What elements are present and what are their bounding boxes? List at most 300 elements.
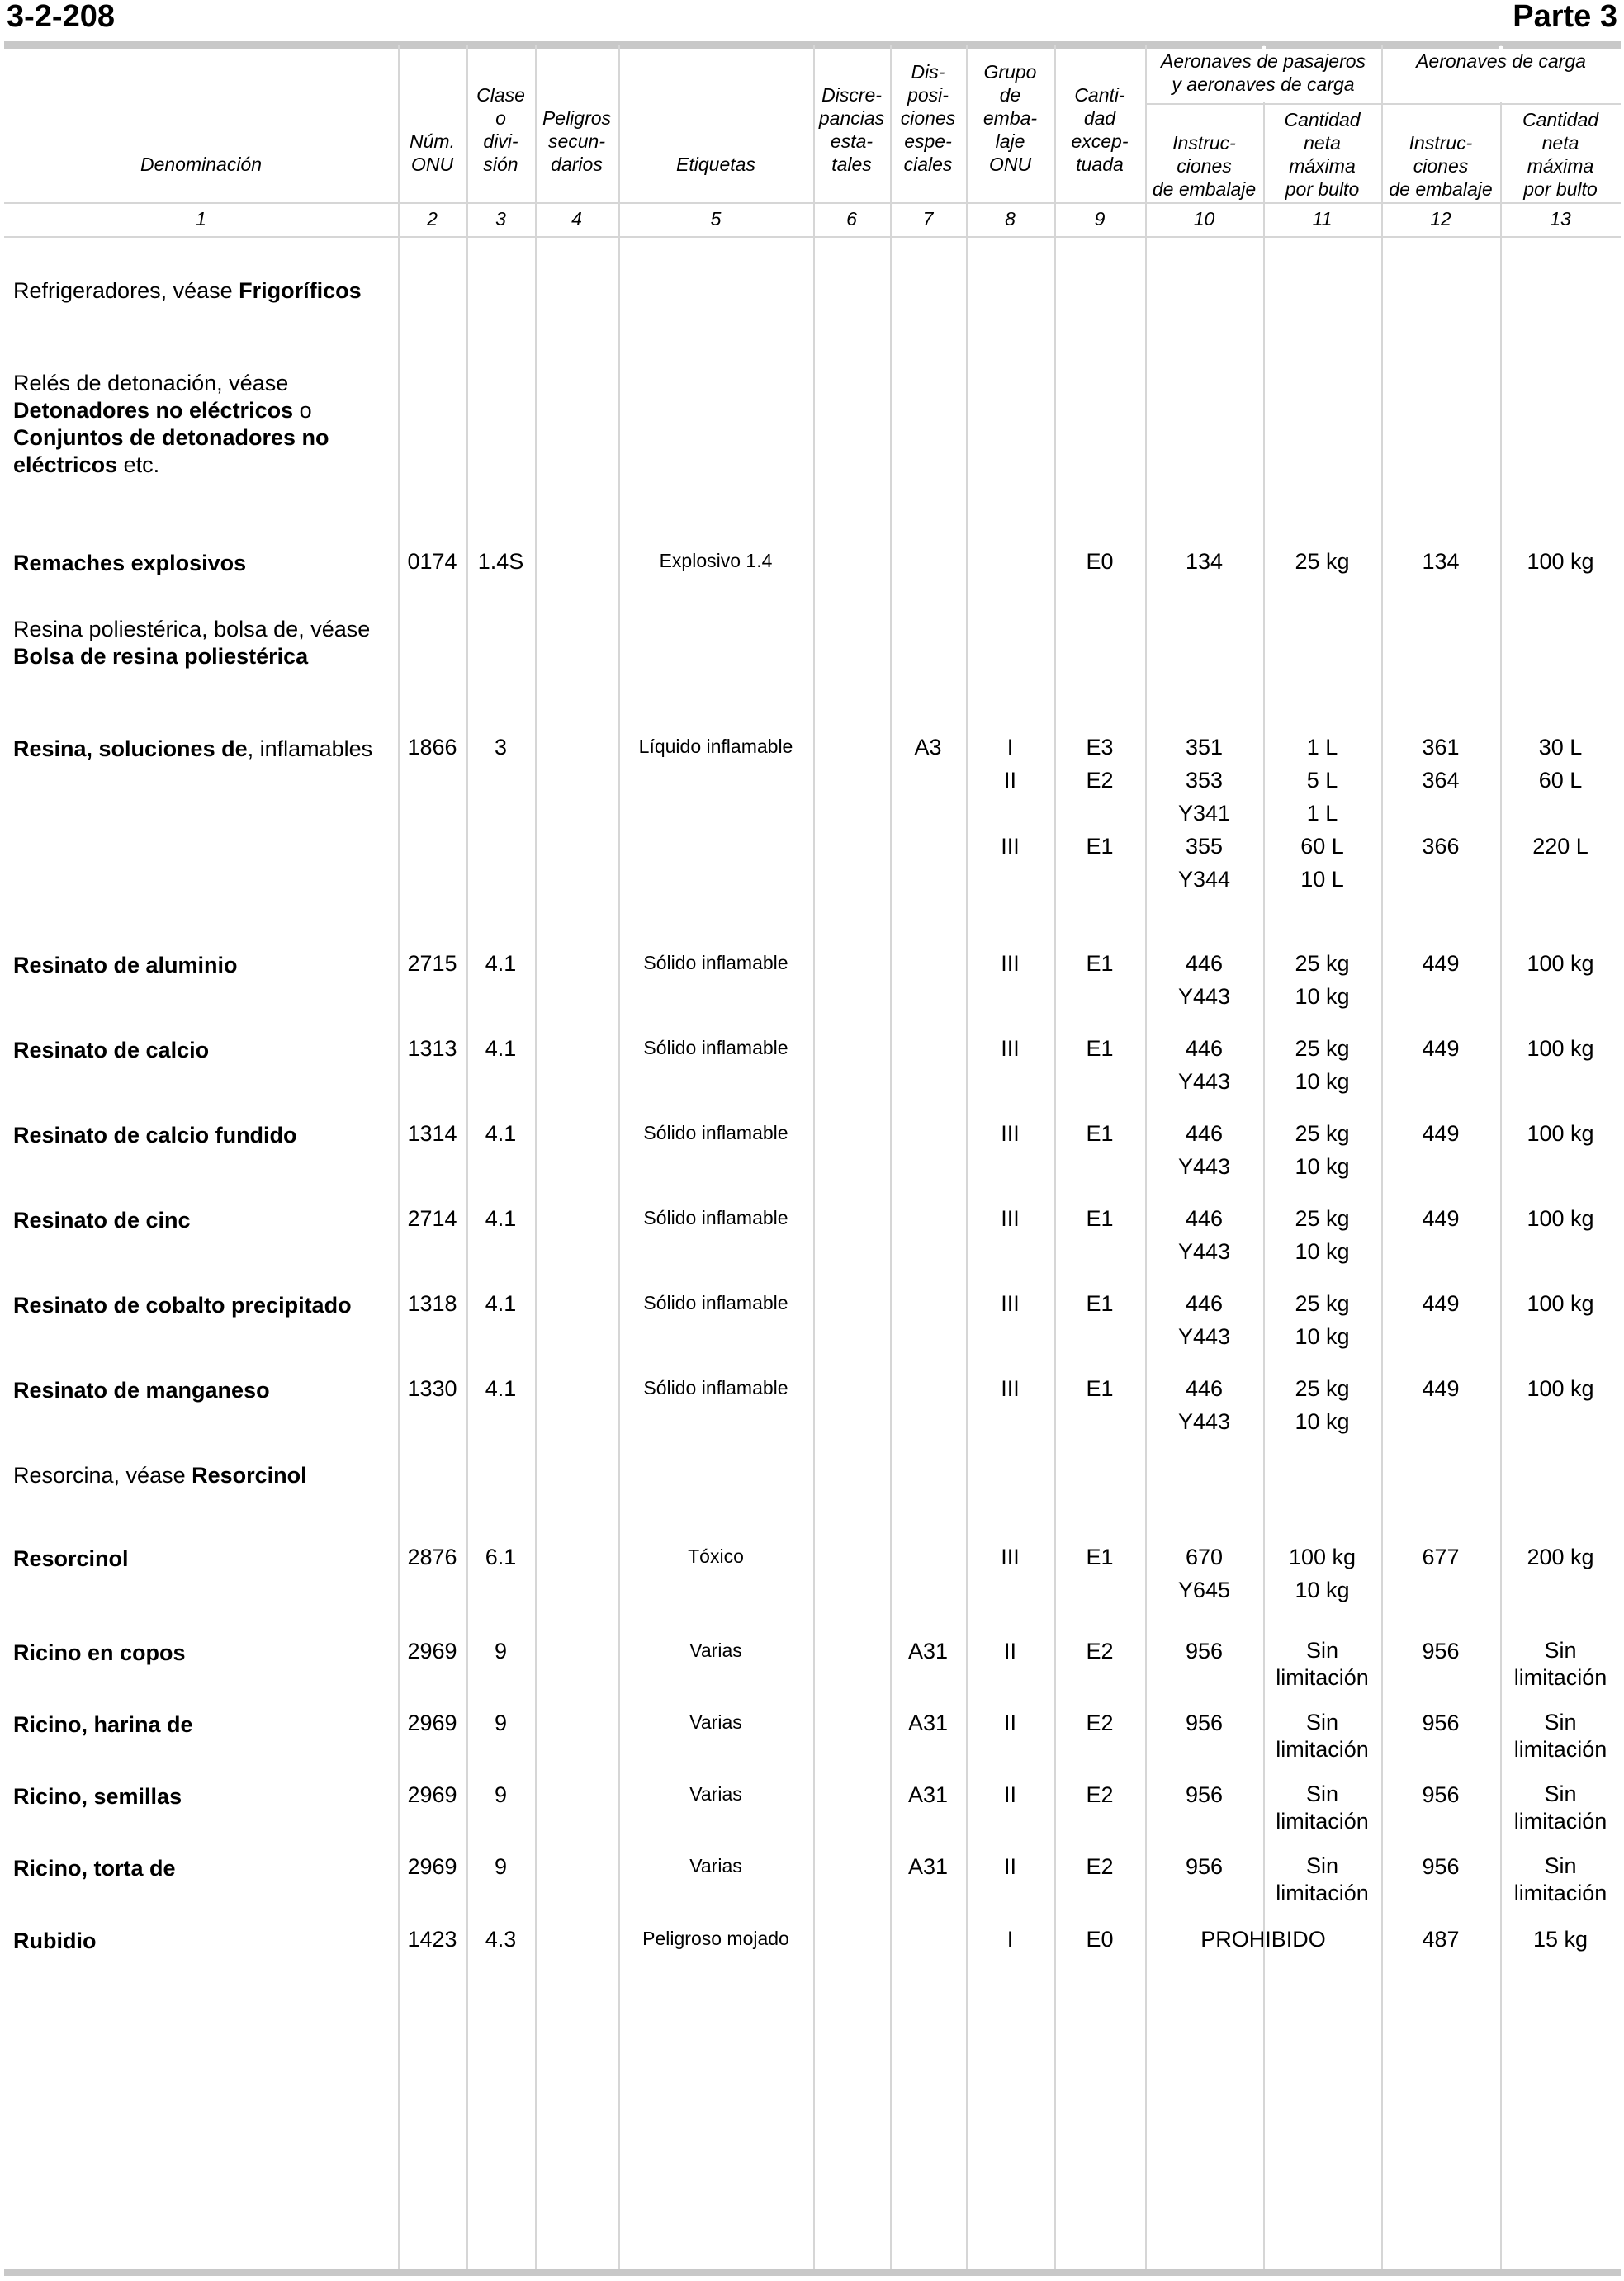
excepted-quantity-value: E1 (1086, 1121, 1114, 1146)
header-cantidad-neta-carga-line: por bulto (1523, 178, 1598, 200)
label-text: Sólido inflamable (643, 1122, 788, 1143)
pax-max-quantity (1263, 1850, 1381, 1907)
header-peligros-line: darios (551, 154, 603, 175)
entry-name-bold: Bolsa de resina poliestérica (13, 644, 309, 669)
header-cantidad-exceptuada (1054, 83, 1145, 176)
pax-packing-instruction-value: Y443 (1177, 1409, 1231, 1434)
header-instrucciones-pasajeros (1145, 131, 1263, 201)
label-text: Líquido inflamable (638, 736, 793, 757)
label-text: Varias (689, 1640, 742, 1661)
header-etiquetas: Etiquetas (676, 154, 755, 175)
pax-max-quantity-value: 10 kg (1295, 1578, 1350, 1602)
column-number: 10 (1193, 208, 1215, 230)
class-division: 4.3 (485, 1927, 517, 1952)
un-number: 2969 (407, 1854, 457, 1879)
excepted-quantity-value: E0 (1086, 549, 1114, 574)
pax-packing-instruction-value: Y645 (1177, 1578, 1231, 1602)
excepted-quantity-value: E1 (1086, 834, 1114, 859)
header-cantidad-neta-carga-line: máxima (1527, 155, 1594, 177)
entry-name (13, 1122, 389, 1149)
header-instrucciones-pasajeros-line: Instruc- (1172, 132, 1236, 154)
pax-max-quantity-value: 25 kg (1295, 1036, 1350, 1061)
excepted-quantity-value: E1 (1086, 1206, 1114, 1231)
header-instrucciones-carga-line: Instruc- (1409, 132, 1473, 154)
excepted-quantity (1054, 1850, 1145, 1883)
entry-name-bold: Resorcinol (13, 1546, 129, 1571)
cargo-max-quantity (1500, 1032, 1621, 1065)
pax-packing-instruction-value: Y443 (1177, 1069, 1231, 1094)
header-cantidad-neta-carga (1500, 108, 1621, 201)
header-grupo-line: de (999, 84, 1021, 106)
pax-packing-instruction-value: Y443 (1177, 1154, 1231, 1179)
special-provision: A31 (907, 1854, 949, 1879)
pax-max-quantity (1263, 1117, 1381, 1183)
cargo-max-quantity (1500, 545, 1621, 578)
header-clase-line: Clase (476, 84, 525, 106)
cargo-packing-instruction-value: 449 (1422, 1376, 1460, 1401)
packing-group (966, 1032, 1054, 1065)
entry-name (13, 1711, 389, 1739)
class-division: 4.1 (485, 1206, 517, 1231)
cargo-packing-instruction-value: 956 (1422, 1854, 1460, 1879)
column-number: 8 (1005, 208, 1016, 230)
header-grupo-line: Grupo (983, 61, 1037, 83)
entry-name (13, 1783, 389, 1810)
column-number: 12 (1430, 208, 1451, 230)
pax-packing-instruction (1145, 1287, 1263, 1353)
excepted-quantity (1054, 1032, 1145, 1065)
cargo-max-quantity (1500, 1923, 1621, 1956)
header-cantidad-exceptuada-line: excep- (1071, 130, 1129, 152)
class-division: 4.1 (485, 1376, 517, 1401)
entry-name-text: Relés de detonación, véase (13, 371, 289, 395)
column-number: 5 (710, 208, 722, 230)
entry-name-bold: eléctricos (13, 452, 118, 477)
pax-max-quantity-value: 60 L (1300, 834, 1344, 859)
header-disposiciones-line: ciales (903, 154, 953, 175)
special-provision: A3 (914, 735, 942, 760)
pax-max-quantity (1263, 1540, 1381, 1607)
header-peligros-line: secun- (547, 130, 606, 152)
cargo-packing-instruction-value: 956 (1422, 1639, 1460, 1663)
cargo-packing-instruction (1381, 1635, 1500, 1668)
pax-packing-instruction-value: 353 (1185, 768, 1224, 793)
pax-packing-instruction-value: 134 (1185, 549, 1224, 574)
cargo-packing-instruction (1381, 1287, 1500, 1320)
excepted-quantity-value: E1 (1086, 1291, 1114, 1316)
header-clase-line: sión (483, 154, 518, 175)
header-divider (4, 202, 1621, 204)
cargo-packing-instruction (1381, 545, 1500, 578)
pax-packing-instruction-value: 446 (1185, 1036, 1224, 1061)
cargo-max-quantity-value: 100 kg (1527, 549, 1594, 574)
cargo-max-quantity (1500, 1635, 1621, 1692)
label-text: Sólido inflamable (643, 1037, 788, 1058)
column-number: 13 (1550, 208, 1571, 230)
excepted-quantity-value: E1 (1086, 1545, 1114, 1569)
entry-name-bold: Resinato de calcio fundido (13, 1123, 297, 1148)
header-cantidad-neta-pasajeros-line: Cantidad (1284, 109, 1361, 130)
header-disposiciones-line: posi- (907, 84, 949, 106)
cargo-max-quantity-value (1500, 797, 1621, 830)
header-discrepancias-line: tales (831, 154, 872, 175)
cargo-max-quantity-value: 200 kg (1527, 1545, 1594, 1569)
entry-name-text: Refrigeradores, véase (13, 278, 239, 303)
packing-group-value: I (1006, 1927, 1014, 1952)
excepted-quantity (1054, 1778, 1145, 1811)
packing-group-value: II (1003, 1782, 1016, 1807)
entry-name (13, 616, 389, 670)
cargo-packing-instruction (1381, 1778, 1500, 1811)
packing-group (966, 1778, 1054, 1811)
packing-group (966, 947, 1054, 980)
special-provision: A31 (907, 1782, 949, 1807)
header-disposiciones (890, 60, 966, 176)
pax-packing-instruction-value: 446 (1185, 951, 1224, 976)
packing-group-value: II (1003, 1854, 1016, 1879)
entry-name (13, 550, 389, 577)
pax-packing-instruction (1145, 731, 1263, 896)
pax-max-quantity (1263, 1287, 1381, 1353)
header-cantidad-neta-carga-line: Cantidad (1522, 109, 1599, 130)
header-disposiciones-line: Dis- (911, 61, 945, 83)
entry-name-bold: Resina, soluciones de (13, 736, 248, 761)
label-text: Varias (689, 1855, 742, 1876)
header-cantidad-neta-pasajeros (1263, 108, 1381, 201)
packing-group-value: III (1001, 1036, 1020, 1061)
un-number: 2969 (407, 1639, 457, 1663)
entry-name (13, 1928, 389, 1955)
excepted-quantity-value: E2 (1086, 1639, 1114, 1663)
un-number: 2714 (407, 1206, 457, 1231)
un-number: 1313 (407, 1036, 457, 1061)
header-cantidad-exceptuada-line: Canti- (1074, 84, 1125, 106)
un-number: 2969 (407, 1782, 457, 1807)
header-peligros (535, 106, 618, 176)
pax-packing-instruction-value: 351 (1185, 735, 1224, 760)
excepted-quantity-value: E1 (1086, 951, 1114, 976)
packing-group-value: III (1001, 1376, 1020, 1401)
label-text: Sólido inflamable (643, 1292, 788, 1313)
cargo-packing-instruction-value: 366 (1422, 834, 1460, 859)
packing-group (966, 1117, 1054, 1150)
pax-max-quantity-value: Sin limitación (1276, 1853, 1369, 1905)
excepted-quantity (1054, 1287, 1145, 1320)
label-text: Sólido inflamable (643, 952, 788, 973)
cargo-max-quantity (1500, 1117, 1621, 1150)
cargo-max-quantity-value: 220 L (1532, 834, 1588, 859)
header-cantidad-exceptuada-line: dad (1083, 107, 1116, 129)
packing-group (966, 1372, 1054, 1405)
entry-name-bold: Resorcinol (192, 1463, 307, 1488)
column-number: 2 (427, 208, 438, 230)
cargo-packing-instruction-value: 956 (1422, 1782, 1460, 1807)
excepted-quantity (1054, 1540, 1145, 1574)
header-instrucciones-carga-line: ciones (1413, 155, 1469, 177)
label-text: Explosivo 1.4 (659, 550, 773, 571)
header-num-onu-line: ONU (410, 154, 454, 175)
un-number: 1423 (407, 1927, 457, 1952)
class-division: 9 (494, 1854, 508, 1879)
cargo-max-quantity-value: 100 kg (1527, 1036, 1594, 1061)
pax-max-quantity-value: Sin limitación (1276, 1638, 1369, 1690)
header-num-onu (398, 130, 466, 176)
excepted-quantity-value: E1 (1086, 1036, 1114, 1061)
cargo-packing-instruction-value: 449 (1422, 951, 1460, 976)
class-division: 9 (494, 1711, 508, 1735)
pax-packing-instruction-value: Y443 (1177, 1239, 1231, 1264)
cargo-packing-instruction (1381, 1202, 1500, 1235)
un-number: 0174 (407, 549, 457, 574)
header-pasajeros-group (1145, 50, 1381, 96)
cargo-max-quantity (1500, 1540, 1621, 1574)
header-discrepancias (813, 83, 890, 176)
header-cantidad-exceptuada-line: tuada (1076, 154, 1124, 175)
cargo-packing-instruction (1381, 731, 1500, 896)
pax-max-quantity (1263, 1202, 1381, 1268)
pax-max-quantity-value: 5 L (1306, 768, 1338, 793)
packing-group (966, 1635, 1054, 1668)
label-text: Sólido inflamable (643, 1207, 788, 1228)
entry-name (13, 370, 389, 479)
cargo-max-quantity (1500, 1202, 1621, 1235)
pax-max-quantity-value: 25 kg (1295, 1376, 1350, 1401)
header-pasajeros-line: Aeronaves de pasajeros (1160, 50, 1366, 72)
cargo-max-quantity-value: Sin limitación (1513, 1853, 1607, 1905)
cargo-packing-instruction-value: 487 (1422, 1927, 1460, 1952)
prohibited-text: PROHIBIDO (1200, 1927, 1326, 1952)
pax-max-quantity-value: 10 L (1300, 867, 1344, 892)
entry-name-bold: Resinato de manganeso (13, 1378, 270, 1403)
pax-max-quantity-value: 10 kg (1295, 984, 1350, 1009)
header-cantidad-neta-carga-line: neta (1541, 132, 1579, 154)
cargo-max-quantity (1500, 1287, 1621, 1320)
excepted-quantity-value: E0 (1086, 1927, 1114, 1952)
cargo-max-quantity-value: Sin limitación (1513, 1638, 1607, 1690)
header-cantidad-neta-pasajeros-line: por bulto (1285, 178, 1360, 200)
entry-name-text: Resina poliestérica, bolsa de, véase (13, 617, 371, 641)
entry-name (13, 1037, 389, 1064)
pax-max-quantity-value: 10 kg (1295, 1154, 1350, 1179)
pax-max-quantity (1263, 731, 1381, 896)
pax-packing-instruction (1145, 1706, 1263, 1739)
pax-max-quantity (1263, 1372, 1381, 1438)
entry-name-bold: Rubidio (13, 1928, 97, 1953)
cargo-packing-instruction (1381, 1850, 1500, 1883)
cargo-max-quantity (1500, 947, 1621, 980)
column-divider (813, 45, 815, 2269)
part-label: Parte 3 (1513, 0, 1617, 34)
entry-name-bold: Resinato de cinc (13, 1208, 191, 1233)
header-grupo-line: laje (995, 130, 1025, 152)
class-division: 6.1 (485, 1545, 517, 1569)
packing-group (966, 1202, 1054, 1235)
excepted-quantity-value: E2 (1086, 1782, 1114, 1807)
excepted-quantity (1054, 1635, 1145, 1668)
cargo-max-quantity-value: 100 kg (1527, 1291, 1594, 1316)
entry-name-bold: Remaches explosivos (13, 551, 247, 575)
pax-max-quantity (1263, 1032, 1381, 1098)
header-grupo-line: emba- (982, 107, 1038, 129)
excepted-quantity-value (1054, 797, 1145, 830)
header-discrepancias-line: Discre- (821, 84, 882, 106)
cargo-packing-instruction-value: 677 (1422, 1545, 1460, 1569)
header-instrucciones-carga-line: de embalaje (1389, 178, 1493, 200)
pax-packing-instruction (1145, 1372, 1263, 1438)
excepted-quantity (1054, 1923, 1145, 1956)
packing-group (966, 1923, 1054, 1956)
entry-name (13, 736, 389, 763)
cargo-max-quantity-value: 100 kg (1527, 1206, 1594, 1231)
cargo-packing-instruction (1381, 1706, 1500, 1739)
column-number: 9 (1094, 208, 1106, 230)
packing-group (966, 731, 1054, 896)
header-disposiciones-line: espe- (904, 130, 952, 152)
excepted-quantity-value (1054, 863, 1145, 896)
cargo-packing-instruction-value: 449 (1422, 1036, 1460, 1061)
header-carga-group: Aeronaves de carga (1416, 50, 1586, 72)
pax-packing-instruction (1145, 1850, 1263, 1883)
pax-packing-instruction-value: 670 (1185, 1545, 1224, 1569)
column-number: 6 (846, 208, 857, 230)
label-text: Varias (689, 1783, 742, 1805)
column-divider (535, 45, 537, 2269)
excepted-quantity (1054, 545, 1145, 578)
pax-packing-instruction-value: Y344 (1177, 867, 1231, 892)
un-number: 1314 (407, 1121, 457, 1146)
cargo-packing-instruction-value: 449 (1422, 1291, 1460, 1316)
cargo-packing-instruction (1381, 1923, 1500, 1956)
cargo-packing-instruction-value: 361 (1422, 735, 1460, 760)
pax-packing-instruction-value: 956 (1185, 1639, 1224, 1663)
un-number: 1330 (407, 1376, 457, 1401)
packing-group (966, 1706, 1054, 1739)
class-division: 3 (494, 735, 508, 760)
cargo-max-quantity-value (1500, 863, 1621, 896)
pax-packing-instruction-value: 446 (1185, 1376, 1224, 1401)
cargo-packing-instruction (1381, 1032, 1500, 1065)
entry-name (13, 1545, 389, 1573)
pax-packing-instruction (1145, 1778, 1263, 1811)
packing-group-value: III (1001, 1206, 1020, 1231)
cargo-max-quantity (1500, 731, 1621, 896)
pax-max-quantity-value: Sin limitación (1276, 1710, 1369, 1762)
pax-max-quantity (1263, 545, 1381, 578)
pax-max-quantity-value: 25 kg (1295, 549, 1350, 574)
packing-group-value: III (1001, 1121, 1020, 1146)
entry-name-text: , inflamables (247, 736, 373, 761)
header-clase-line: o (495, 107, 506, 129)
cargo-max-quantity-value: 100 kg (1527, 1376, 1594, 1401)
bottom-rule (4, 2269, 1621, 2276)
packing-group-value: I (1006, 735, 1014, 760)
excepted-quantity (1054, 731, 1145, 896)
excepted-quantity-value: E1 (1086, 1376, 1114, 1401)
label-text: Varias (689, 1711, 742, 1733)
cargo-packing-instruction-value (1381, 797, 1500, 830)
pax-max-quantity-value: 10 kg (1295, 1409, 1350, 1434)
column-number-divider (4, 236, 1621, 238)
excepted-quantity (1054, 1202, 1145, 1235)
pax-max-quantity-value: 1 L (1306, 735, 1338, 760)
class-division: 4.1 (485, 1121, 517, 1146)
page-number: 3-2-208 (7, 0, 115, 34)
class-division: 4.1 (485, 1291, 517, 1316)
special-provision: A31 (907, 1711, 949, 1735)
cargo-max-quantity-value: 100 kg (1527, 951, 1594, 976)
pax-packing-instruction (1145, 1117, 1263, 1183)
header-discrepancias-line: pancias (818, 107, 885, 129)
excepted-quantity (1054, 1117, 1145, 1150)
cargo-packing-instruction-value: 449 (1422, 1121, 1460, 1146)
column-number: 11 (1312, 208, 1333, 230)
entry-name (13, 1855, 389, 1882)
class-division: 1.4S (477, 549, 524, 574)
label-text: Peligroso mojado (642, 1928, 789, 1949)
cargo-packing-instruction-value: 956 (1422, 1711, 1460, 1735)
pax-packing-instruction-value: Y341 (1177, 801, 1231, 826)
pax-max-quantity-value: 10 kg (1295, 1239, 1350, 1264)
excepted-quantity-value: E3 (1086, 735, 1114, 760)
packing-group-value (966, 863, 1054, 896)
packing-group-value: III (1001, 1291, 1020, 1316)
header-disposiciones-line: ciones (900, 107, 956, 129)
pax-packing-instruction (1145, 1635, 1263, 1668)
header-cantidad-neta-pasajeros-line: máxima (1289, 155, 1356, 177)
cargo-packing-instruction-value (1381, 863, 1500, 896)
column-number: 4 (571, 208, 582, 230)
header-grupo (966, 60, 1054, 176)
class-division: 4.1 (485, 1036, 517, 1061)
entry-name-bold: Resinato de calcio (13, 1038, 210, 1062)
cargo-packing-instruction (1381, 1540, 1500, 1574)
column-number: 7 (922, 208, 934, 230)
header-instrucciones-pasajeros-line: ciones (1177, 155, 1232, 177)
un-number: 2969 (407, 1711, 457, 1735)
header-instrucciones-carga (1381, 131, 1500, 201)
pax-max-quantity-value: 100 kg (1288, 1545, 1356, 1569)
pax-packing-instruction-value: 446 (1185, 1206, 1224, 1231)
pax-max-quantity-value: 1 L (1306, 801, 1338, 826)
header-clase-line: divi- (483, 130, 518, 152)
pax-max-quantity-value: 25 kg (1295, 1121, 1350, 1146)
cargo-max-quantity-value: 100 kg (1527, 1121, 1594, 1146)
packing-group (966, 1540, 1054, 1574)
entry-name-bold: Ricino en copos (13, 1640, 186, 1665)
cargo-max-quantity-value: 15 kg (1532, 1927, 1588, 1952)
header-denominacion: Denominación (140, 154, 263, 175)
packing-group (966, 1287, 1054, 1320)
cargo-max-quantity (1500, 1778, 1621, 1835)
pax-max-quantity-value: Sin limitación (1276, 1782, 1369, 1834)
header-cantidad-neta-pasajeros-line: neta (1304, 132, 1341, 154)
header-grupo-line: ONU (988, 154, 1032, 175)
pax-packing-instruction (1145, 545, 1263, 578)
pax-packing-instruction (1145, 1032, 1263, 1098)
packing-group-value: II (1003, 768, 1016, 793)
excepted-quantity-value: E2 (1086, 1711, 1114, 1735)
entry-name-bold: Frigoríficos (239, 278, 362, 303)
special-provision: A31 (907, 1639, 949, 1663)
top-rule (4, 41, 1621, 49)
excepted-quantity (1054, 1706, 1145, 1739)
entry-name (13, 1462, 389, 1489)
pax-packing-instruction-value: 956 (1185, 1711, 1224, 1735)
cargo-packing-instruction-value: 364 (1422, 768, 1460, 793)
cargo-max-quantity-value: 30 L (1538, 735, 1583, 760)
cargo-max-quantity (1500, 1706, 1621, 1763)
column-number: 1 (196, 208, 206, 230)
